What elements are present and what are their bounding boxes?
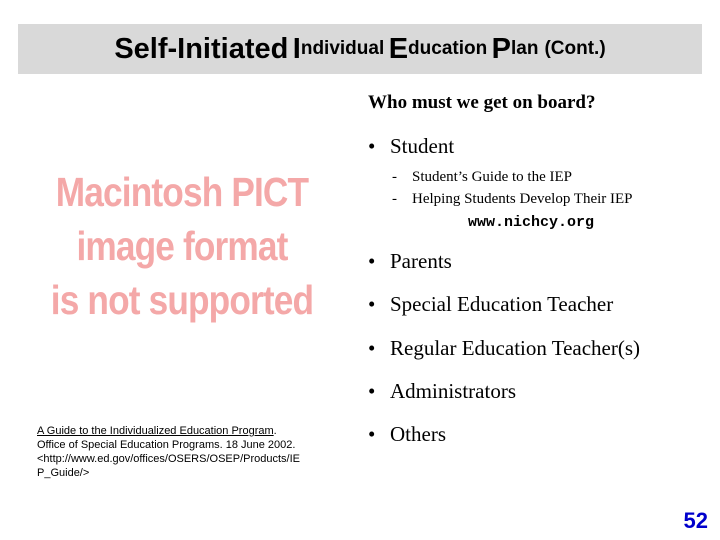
bullet-label: Others <box>390 422 446 446</box>
citation <box>37 424 337 480</box>
citation-url: <http://www.ed.gov/offices/OSERS/OSEP/Products/IE <box>37 453 301 465</box>
sub-dash: - <box>392 169 397 185</box>
slide-title <box>18 24 702 74</box>
bullet-student <box>368 134 454 159</box>
bullet-label: Parents <box>390 249 452 273</box>
bullet-label: Administrators <box>390 379 516 403</box>
bullet-label: Regular Education Teacher(s) <box>390 336 641 360</box>
bullet-dot: • <box>368 134 376 158</box>
citation-office: Office of Special Education Programs. 18 June 2002. <box>37 439 296 451</box>
page-number: 52 <box>683 508 708 533</box>
bullet-label: Student <box>390 134 455 158</box>
bullet-others <box>368 422 446 447</box>
bullet-regular-ed-teacher <box>368 336 640 361</box>
placeholder-line-2: image format <box>76 223 288 269</box>
bullet-dot: • <box>368 292 376 316</box>
bullet-dot: • <box>368 249 376 273</box>
subitem-students-guide <box>392 169 572 186</box>
sub-dash: - <box>392 191 397 207</box>
nichcy-website: www.nichcy.org <box>468 214 595 231</box>
subitem-helping-students <box>392 191 633 208</box>
bullet-administrators <box>368 379 516 404</box>
title-suffix: (Cont.) <box>544 38 606 59</box>
subitem-label: Helping Students Develop Their IEP <box>412 191 633 207</box>
bullet-special-ed-teacher <box>368 292 613 317</box>
bullet-label: Special Education Teacher <box>390 292 614 316</box>
title-initial-i: I <box>292 32 301 65</box>
citation-title: A Guide to the Individualized Education Program <box>37 425 274 437</box>
citation-title-end: . <box>273 425 277 437</box>
bullet-parents <box>368 249 452 274</box>
placeholder-line-1: Macintosh PICT <box>55 169 309 215</box>
title-initial-e: E <box>388 32 409 65</box>
subitem-label: Student’s Guide to the IEP <box>412 169 572 185</box>
title-rest-individual: ndividual <box>300 38 385 59</box>
title-rest-education: ducation <box>408 38 488 59</box>
bullet-dot: • <box>368 422 376 446</box>
placeholder-line-3: is not supported <box>50 277 314 323</box>
title-initial-p: P <box>491 32 512 65</box>
bullet-dot: • <box>368 379 376 403</box>
question-heading: Who must we get on board? <box>368 92 596 113</box>
title-part-self-initiated: Self-Initiated <box>114 32 289 65</box>
title-rest-plan: lan <box>511 38 539 59</box>
bullet-dot: • <box>368 336 376 360</box>
citation-url-end: P_Guide/> <box>37 467 90 479</box>
unsupported-image-placeholder <box>22 165 342 335</box>
